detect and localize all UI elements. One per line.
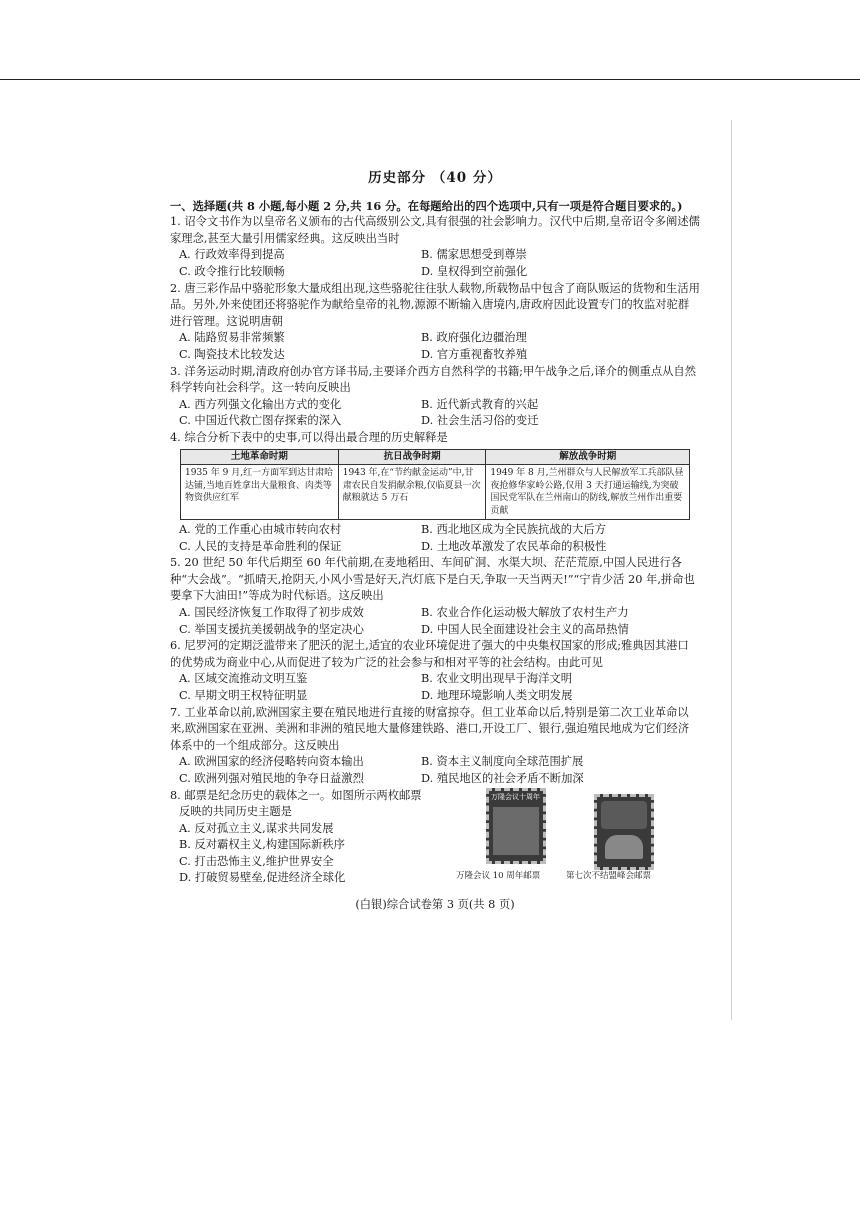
question-5 — [170, 555, 700, 638]
question-stem: 2. 唐三彩作品中骆驼形象大量成组出现,这些骆驼往往驮人载物,所载物品中包含了商队贩运的货物和生活用品。另外,外来使团还将骆驼作为献给皇帝的礼物,源源不断输入唐境内,唐政府因此设置专门的牧监对驼群进行管理。这说明唐朝 — [170, 281, 700, 328]
question-8 — [170, 788, 700, 888]
option-a: A. 西方列强文化输出方式的变化 — [179, 397, 342, 411]
question-stem: 8. 邮票是纪念历史的载体之一。如图所示两枚邮票 — [170, 788, 422, 802]
option-d: D. 土地改革激发了农民革命的积极性 — [421, 539, 607, 553]
table-cell: 1935 年 9 月,红一方面军到达甘肃哈达铺,当地百姓拿出大量粮食、肉类等物资供应红军 — [181, 465, 339, 520]
page-footer: (白银)综合试卷第 3 页(共 8 页) — [355, 898, 515, 912]
option-a: A. 反对孤立主义,谋求共同发展 — [179, 821, 334, 835]
option-b: B. 农业文明出现早于海洋文明 — [421, 672, 573, 686]
stamp-caption: 第七次不结盟峰会邮票 — [566, 870, 652, 881]
right-margin-rule — [731, 120, 732, 1020]
nonaligned-summit-stamp-image — [594, 794, 654, 870]
option-b: B. 农业合作化运动极大解放了农村生产力 — [421, 605, 629, 619]
option-d: D. 打破贸易壁垒,促进经济全球化 — [179, 871, 346, 885]
bandung-stamp-image — [486, 788, 546, 864]
option-c: C. 政令推行比较顺畅 — [179, 264, 285, 278]
exam-page — [170, 170, 700, 914]
option-b: B. 政府强化边疆治理 — [421, 331, 527, 345]
option-c: C. 欧洲列强对殖民地的争夺日益激烈 — [179, 771, 364, 785]
option-b: B. 反对霸权主义,构建国际新秩序 — [179, 838, 345, 852]
table-cell: 1949 年 8 月,兰州群众与人民解放军工兵部队昼夜抢修华家岭公路,仅用 3 天打通运输线,为突破国民党军队在兰州南山的防线,解放兰州作出重要贡献 — [486, 465, 690, 520]
stamp-figure — [456, 788, 696, 888]
option-a: A. 区域交流推动文明互鉴 — [179, 672, 308, 686]
option-d: D. 地理环境影响人类文明发展 — [421, 688, 573, 702]
option-c: C. 打击恐怖主义,维护世界安全 — [179, 854, 334, 868]
question-stem: 4. 综合分析下表中的史事,可以得出最合理的历史解释是 — [170, 430, 448, 444]
question-stem: 7. 工业革命以前,欧洲国家主要在殖民地进行直接的财富掠夺。但工业革命以后,特别是第二次工业革命以来,欧洲国家在亚洲、美洲和非洲的殖民地大量修建铁路、港口,开设工厂、银行,强迫殖民地成为它们经济体系中的一个组成部分。这反映出 — [170, 705, 690, 752]
table-cell: 1943 年,在“节约献金运动”中,甘肃农民自发捐献余粮,仅临夏县一次献粮就达 5 万石 — [338, 465, 486, 520]
question-stem: 6. 尼罗河的定期泛滥带来了肥沃的泥土,适宜的农业环境促进了强大的中央集权国家的形成;雅典因其港口的优势成为商业中心,从而促进了较为广泛的社会参与和相对平等的社会结构。由此可见 — [170, 639, 689, 669]
option-d: D. 社会生活习俗的变迁 — [421, 414, 539, 428]
section-heading: 一、选择题(共 8 小题,每小题 2 分,共 16 分。在每题给出的四个选项中,只有一项是符合题目要求的。) — [170, 198, 683, 213]
question-stem: 3. 洋务运动时期,清政府创办官方译书局,主要译介西方自然科学的书籍;甲午战争之后,译介的侧重点从自然科学转向社会科学。这一转向反映出 — [170, 364, 697, 395]
option-b: B. 儒家思想受到尊崇 — [421, 248, 527, 262]
option-c: C. 中国近代救亡图存探索的深入 — [179, 414, 342, 428]
top-rule — [0, 79, 860, 80]
option-d: D. 官方重视畜牧养殖 — [421, 347, 528, 361]
option-c: C. 陶瓷技术比较发达 — [179, 347, 285, 361]
option-d: D. 皇权得到空前强化 — [421, 264, 528, 278]
question-7 — [170, 705, 700, 788]
page-title: 历史部分 （40 分） — [368, 170, 502, 186]
question-stem-cont: 反映的共同历史主题是 — [179, 805, 292, 819]
option-c: C. 举国支援抗美援朝战争的坚定决心 — [179, 622, 364, 636]
stamp-inscription: 万隆会议十周年 — [491, 792, 540, 801]
option-d: D. 殖民地区的社会矛盾不断加深 — [421, 771, 584, 785]
stamp-caption: 万隆会议 10 周年邮票 — [456, 870, 541, 881]
option-b: B. 资本主义制度向全球范围扩展 — [421, 755, 584, 769]
option-d: D. 中国人民全面建设社会主义的高昂热情 — [421, 622, 629, 636]
option-a: A. 陆路贸易非常频繁 — [179, 331, 285, 345]
option-a: A. 欧洲国家的经济侵略转向资本输出 — [179, 755, 364, 769]
option-b: B. 西北地区成为全民族抗战的大后方 — [421, 523, 606, 536]
table-header: 解放战争时期 — [486, 449, 690, 465]
question-4 — [170, 430, 700, 555]
question-2 — [170, 281, 700, 364]
option-a: A. 党的工作重心由城市转向农村 — [179, 523, 342, 536]
option-a: A. 国民经济恢复工作取得了初步成效 — [179, 605, 364, 619]
question-3 — [170, 364, 700, 430]
option-b: B. 近代新式教育的兴起 — [421, 397, 539, 411]
option-a: A. 行政效率得到提高 — [179, 248, 285, 262]
option-c: C. 人民的支持是革命胜利的保证 — [179, 539, 342, 553]
option-c: C. 早期文明王权特征明显 — [179, 688, 308, 702]
question-stem: 1. 诏令文书作为以皇帝名义颁布的古代高级别公文,具有很强的社会影响力。汉代中后期,皇帝诏令多阐述儒家理念,甚至大量引用儒家经典。这反映出当时 — [170, 215, 700, 245]
question-6 — [170, 638, 700, 704]
question-1 — [170, 214, 700, 280]
table-header: 土地革命时期 — [181, 449, 339, 465]
table-header: 抗日战争时期 — [338, 449, 486, 465]
history-table — [180, 449, 690, 521]
question-stem: 5. 20 世纪 50 年代后期至 60 年代前期,在麦地稻田、车间矿洞、水渠大坝、茫茫荒原,中国人民进行各种“大会战”。“抓晴天,抢阴天,小风小雪是好天,汽灯底下是白天,争取一天当两天!”“宁肯少活 20 年,拼命也要拿下大油田!”等成为时代标语。这反映出 — [170, 556, 695, 603]
